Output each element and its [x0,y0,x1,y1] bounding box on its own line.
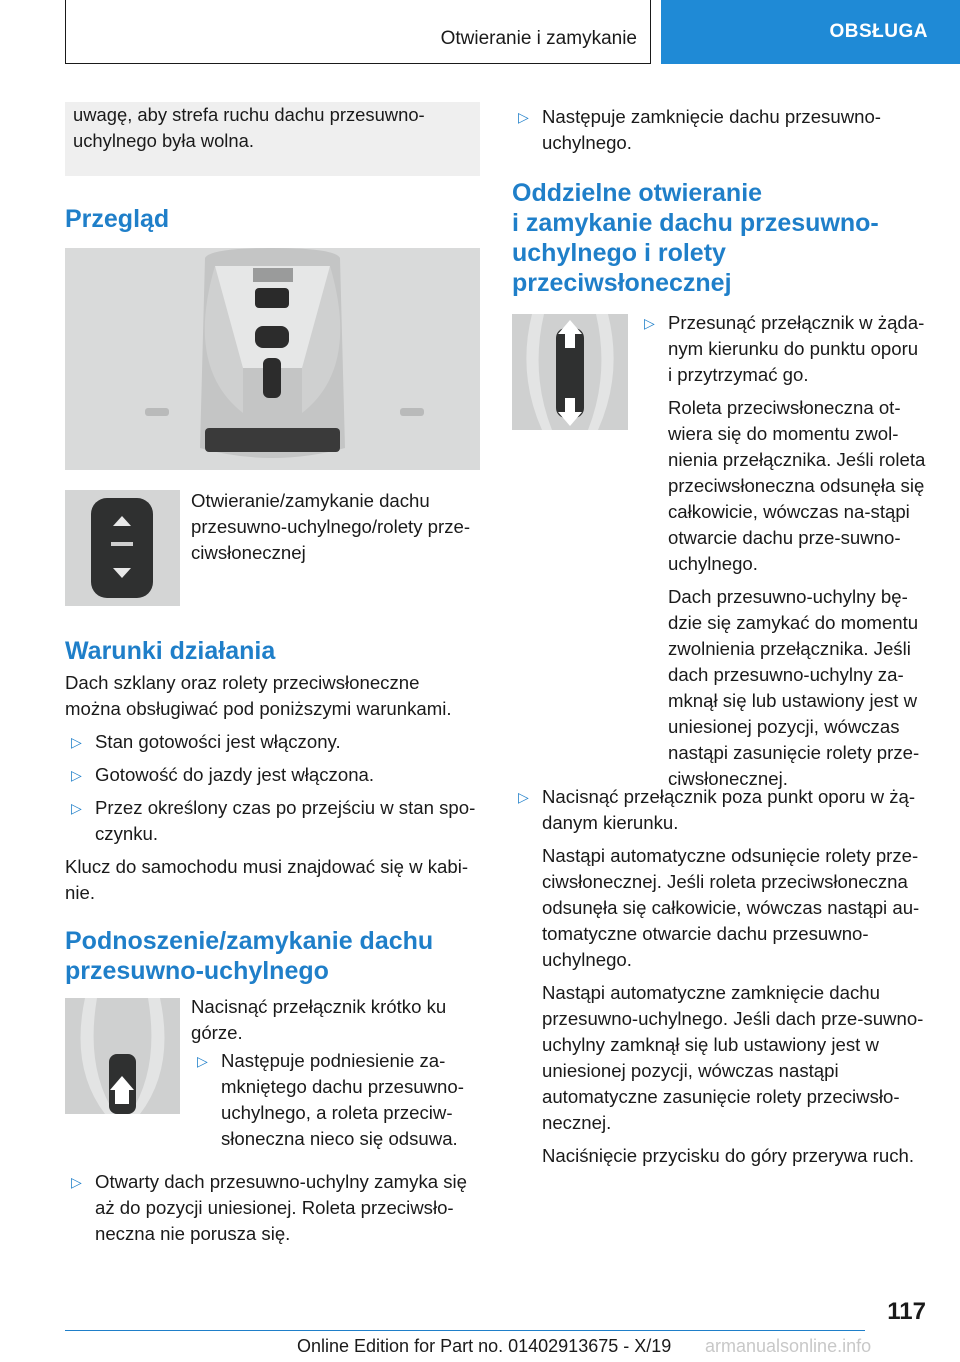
conditions-intro: Dach szklany oraz rolety przeciwsłoneczne można obsługiwać pod poniższymi warunkami. [65,672,452,719]
bullet-arrow-icon: ▷ [71,800,82,816]
bullet-arrow-icon: ▷ [644,315,655,331]
conditions-bullet-3: ▷ Przez określony czas po przejściu w stan spo-czynku. [71,797,476,844]
footer-rule [65,1330,865,1331]
roof-console-photo [65,248,480,470]
open-roof-bullet: ▷ Otwarty dach przesuwno-uchylny zamyka się aż do pozycji uniesionej. Roleta przeciwsło-neczna nie porusza się. [71,1171,468,1244]
caption-row [65,490,480,606]
raise-row [65,998,480,1162]
page-number: 117 [887,1298,926,1325]
footer-edition: Online Edition for Part no. 01402913675 - X/19 [297,1336,672,1356]
press-beyond-bullet: ▷ Nacisnąć przełącznik poza punkt oporu w żą-danym kierunku. [518,786,916,833]
bullet-arrow-icon: ▷ [518,789,529,805]
separate-operation-heading: Oddzielne otwieranie i zamykanie dachu przesuwno- uchylnego i rolety przeciwsłonecznej [512,179,879,297]
slide-open-text: Roleta przeciwsłoneczna ot-wiera się do momentu zwol-nienia przełącznika. Jeśli roleta przeciwsłoneczna odsunęła się całkowicie, wówczas na-stąpi otwarcie dachu prze-suwno-uchylnego. [668,397,926,574]
header-rule-bottom [65,63,651,64]
switch-slide-photo [512,314,628,430]
slide-close-text: Dach przesuwno-uchylny bę-dzie się zamykać do momentu zwolnienia przełącznika. Jeśli dach przesuwno-uchylny za-mknął się lub ustawiony jest w uniesionej pozycji, wówczas nastąpi zasunięcie rolety prze-ciwsłonecznej. [668,586,920,789]
conditions-heading: Warunki działania [65,637,276,665]
bullet-arrow-icon: ▷ [71,767,82,783]
bullet-arrow-icon: ▷ [518,109,529,125]
key-note: Klucz do samochodu musi znajdować się w kabi-nie. [65,856,469,903]
caution-note-text: uwagę, aby strefa ruchu dachu przesuwno-uchylnego była wolna. [73,104,425,151]
header-chapter-tab: OBSŁUGA [661,0,960,64]
header-rule-mid [650,0,651,64]
switch-closeup-illustration [65,490,180,606]
switch-closeup-photo [65,490,180,606]
switch-press-up-photo [65,998,180,1114]
auto-close-text: Nastąpi automatyczne zamknięcie dachu przesuwno-uchylnego. Jeśli dach prze-suwno-uchylny zamknął się lub ustawiony jest w uniesionej pozycji, wówczas nastąpi automatyczne zasunięcie rolety przeciwsło-necznej. [542,982,924,1133]
stop-movement-text: Naciśnięcie przycisku do góry przerywa ruch. [542,1145,915,1166]
conditions-bullet-1: ▷ Stan gotowości jest włączony. [65,729,480,755]
footer-watermark: armanualsonline.info [705,1336,872,1356]
conditions-bullet-2: ▷ Gotowość do jazdy jest włączona. [65,762,480,788]
photo-caption: Otwieranie/zamykanie dachu przesuwno-uchylnego/rolety prze-ciwsłonecznej [191,490,471,563]
slide-instructions [638,310,927,792]
separate-operation-row [512,312,927,789]
overview-heading: Przegląd [65,205,170,233]
close-roof-bullet: ▷ Następuje zamknięcie dachu przesuwno-uchylnego. [518,106,881,153]
bullet-arrow-icon: ▷ [197,1053,208,1069]
slide-bullet: ▷ Przesunąć przełącznik w żąda-nym kierunku do punktu oporu i przytrzymać go. [644,312,925,385]
switch-press-up-illustration [65,998,180,1114]
roof-console-illustration [65,248,480,470]
bullet-arrow-icon: ▷ [71,734,82,750]
right-column [512,104,927,1169]
bullet-arrow-icon: ▷ [71,1174,82,1190]
raise-heading: Podnoszenie/zamykanie dachu przesuwno-uchylnego [65,927,434,985]
raise-text: Nacisnąć przełącznik krótko ku górze. [191,996,447,1043]
switch-slide-illustration [512,314,628,430]
auto-open-text: Nastąpi automatyczne odsunięcie rolety prze-ciwsłonecznej. Jeśli roleta przeciwsłoneczna odsunęła się całkowicie, wówczas nastąpi au-tomatyczne otwarcie dachu przesuwno-uchylnego. [542,845,920,970]
caution-note-box [65,102,480,176]
left-column [65,104,480,1247]
header-section-title: Otwieranie i zamykanie [440,28,637,49]
raise-bullet: ▷ Następuje podniesienie za-mkniętego dachu przesuwno-uchylnego, a roleta przeciw-słoneczna nieco się odsuwa. [197,1050,464,1149]
